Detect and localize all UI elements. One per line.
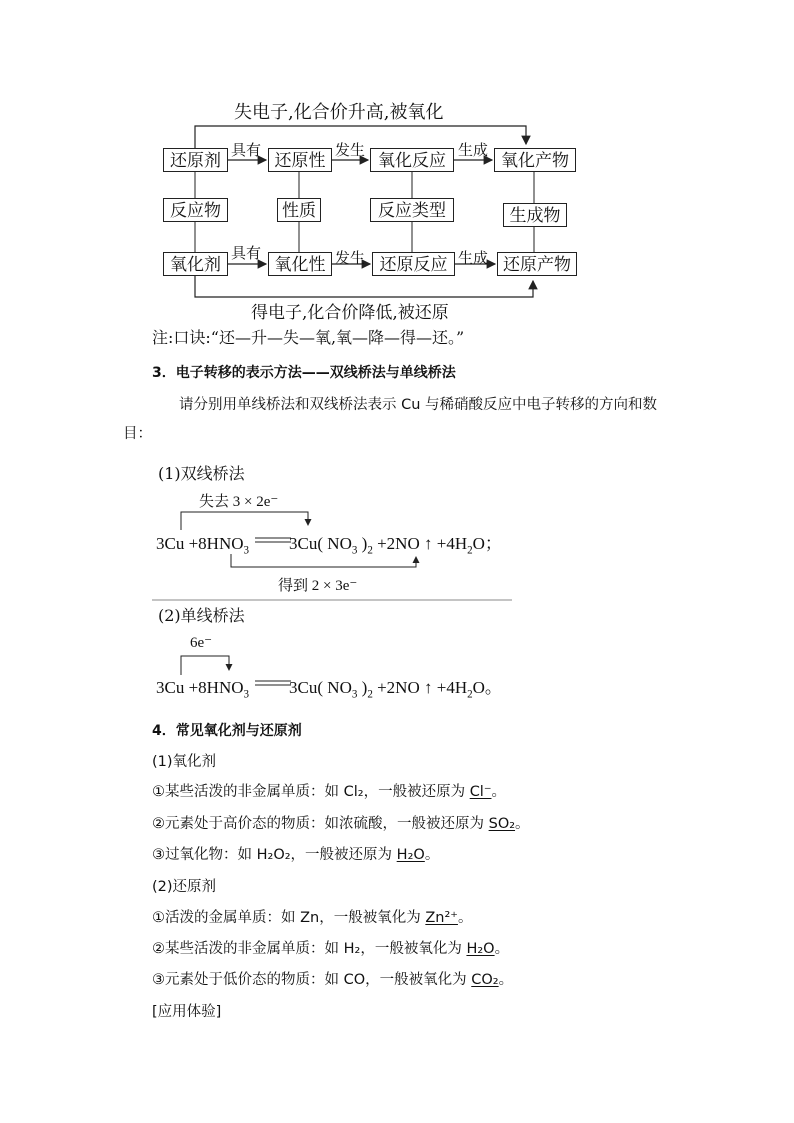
label-undergo-2: 发生 bbox=[335, 249, 366, 267]
single-bridge-equation: $3Cu +8HNO_3$ 3Cu( $NO_3$ )$_2 +2NO$ ↑ $+4H_2O$。 bbox=[156, 678, 502, 701]
reactant-box: 反应物 bbox=[163, 198, 228, 222]
reaction-type-box: 反应类型 bbox=[370, 198, 454, 222]
mnemonic-note: 注:口诀:“还—升—失—氧,氧—降—得—还。” bbox=[152, 328, 465, 347]
reducibility-box: 还原性 bbox=[268, 148, 332, 172]
reductant-item-3: ③元素处于低价态的物质：如 CO，一般被氧化为 CO₂。 bbox=[152, 972, 514, 988]
application-footer: [应用体验] bbox=[152, 1004, 222, 1020]
product-box: 生成物 bbox=[503, 203, 567, 227]
reductant-item-2: ②某些活泼的非金属单质：如 H₂，一般被氧化为 H₂O。 bbox=[152, 941, 510, 957]
label-undergo-1: 发生 bbox=[335, 141, 366, 159]
oxidant-title: (1)氧化剂 bbox=[152, 754, 217, 770]
label-form-1: 生成 bbox=[458, 141, 489, 159]
oxidation-product-box: 氧化产物 bbox=[494, 148, 576, 172]
oxidant-box: 氧化剂 bbox=[163, 252, 228, 276]
label-form-2: 生成 bbox=[458, 249, 489, 267]
section3-heading: 3．电子转移的表示方法——双线桥法与单线桥法 bbox=[152, 365, 456, 381]
section4-heading: 4．常见氧化剂与还原剂 bbox=[152, 723, 302, 739]
question-line1: 请分别用单线桥法和双线桥法表示 Cu 与稀硝酸反应中电子转移的方向和数 bbox=[179, 397, 658, 413]
double-bridge-equation: $3Cu +8HNO_3$ 3Cu( $NO_3$ )$_2 +2NO$ ↑ $+4H_2O$； bbox=[156, 534, 502, 557]
top-caption: 失电子,化合价升高,被氧化 bbox=[234, 102, 444, 123]
question-line2: 目： bbox=[123, 426, 152, 442]
single-bridge-title: (2)单线桥法 bbox=[158, 606, 245, 625]
bottom-caption: 得电子,化合价降低,被还原 bbox=[251, 303, 449, 323]
oxidizability-box: 氧化性 bbox=[268, 252, 332, 276]
oxidation-reaction-box: 氧化反应 bbox=[370, 148, 454, 172]
label-has-1: 具有 bbox=[231, 141, 262, 159]
property-box: 性质 bbox=[277, 198, 321, 222]
reduction-product-box: 还原产物 bbox=[497, 252, 577, 276]
double-lose-label: 失去 3 × 2e⁻ bbox=[199, 494, 279, 510]
oxidant-item-3: ③过氧化物：如 H₂O₂，一般被还原为 H₂O。 bbox=[152, 847, 440, 863]
oxidant-item-2: ②元素处于高价态的物质：如浓硫酸，一般被还原为 SO₂。 bbox=[152, 816, 530, 832]
double-bridge-title: (1)双线桥法 bbox=[158, 464, 245, 483]
reductant-title: (2)还原剂 bbox=[152, 879, 217, 895]
reduction-reaction-box: 还原反应 bbox=[372, 252, 455, 276]
reductant-item-1: ①活泼的金属单质：如 Zn，一般被氧化为 Zn²⁺。 bbox=[152, 910, 473, 926]
single-electron-label: 6e⁻ bbox=[190, 635, 213, 651]
reductant-box: 还原剂 bbox=[163, 148, 228, 172]
oxidant-item-1: ①某些活泼的非金属单质：如 Cl₂，一般被还原为 Cl⁻。 bbox=[152, 784, 506, 800]
double-gain-label: 得到 2 × 3e⁻ bbox=[278, 578, 358, 594]
label-has-2: 具有 bbox=[231, 244, 262, 262]
